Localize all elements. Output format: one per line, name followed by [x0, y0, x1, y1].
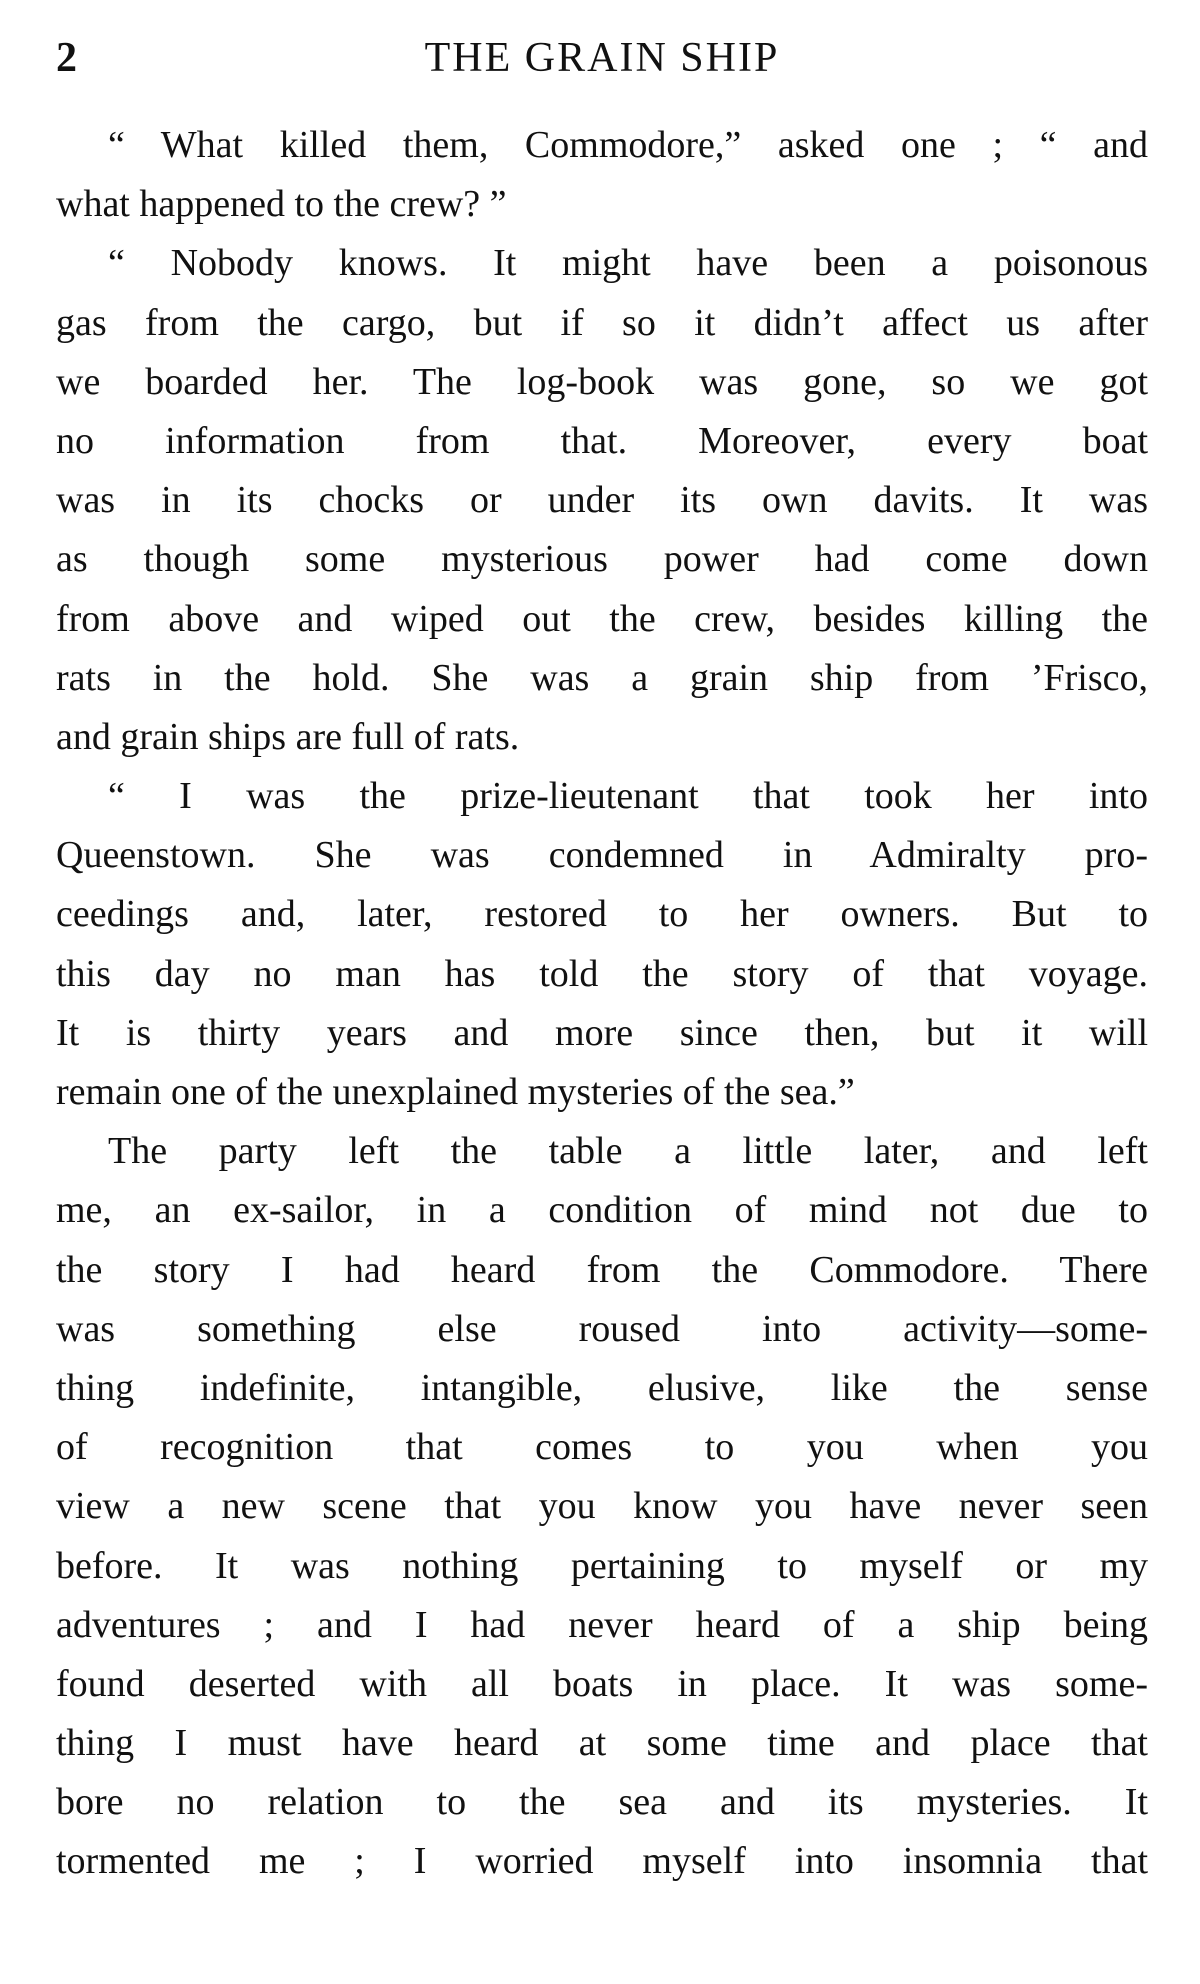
text-line: what happened to the crew? ” [56, 183, 507, 226]
text-line: the story I had heard from the Commodore. There [56, 1248, 1148, 1291]
text-line: was in its chocks or under its own davits. It was [56, 479, 1148, 522]
text-line: thing indefinite, intangible, elusive, like the sense [56, 1366, 1148, 1409]
page-number: 2 [56, 35, 77, 81]
text-line: “ Nobody knows. It might have been a poisonous [108, 242, 1148, 285]
text-line: “ I was the prize-lieutenant that took her into [108, 775, 1148, 818]
text-line: The party left the table a little later, and left [108, 1130, 1148, 1173]
text-line: before. It was nothing pertaining to myself or my [56, 1544, 1148, 1587]
text-line: was something else roused into activity—some- [56, 1307, 1148, 1350]
text-line: of recognition that comes to you when you [56, 1426, 1148, 1469]
text-line: tormented me ; I worried myself into insomnia that [56, 1840, 1148, 1883]
text-line: rats in the hold. She was a grain ship from ’Frisco, [56, 656, 1148, 699]
text-line: Queenstown. She was condemned in Admiralty pro- [56, 834, 1148, 877]
text-line: this day no man has told the story of that voyage. [56, 952, 1148, 995]
text-line: and grain ships are full of rats. [56, 715, 520, 758]
running-head [56, 30, 1148, 86]
text-line: “ What killed them, Commodore,” asked one ; “ and [108, 124, 1148, 166]
book-page [56, 0, 1148, 1984]
text-line: adventures ; and I had never heard of a ship being [56, 1603, 1148, 1646]
text-line: gas from the cargo, but if so it didn’t affect us after [56, 301, 1148, 344]
body-text [56, 116, 1148, 1892]
running-title: THE GRAIN SHIP [424, 35, 780, 81]
text-line: view a new scene that you know you have never seen [56, 1485, 1148, 1528]
text-line: It is thirty years and more since then, but it will [56, 1011, 1148, 1054]
text-line: as though some mysterious power had come down [56, 538, 1148, 581]
text-line: thing I must have heard at some time and place that [56, 1722, 1148, 1765]
text-line: bore no relation to the sea and its mysteries. It [56, 1781, 1148, 1824]
text-line: remain one of the unexplained mysteries of the sea.” [56, 1071, 855, 1113]
text-line: me, an ex-sailor, in a condition of mind not due to [56, 1189, 1148, 1232]
text-line: ceedings and, later, restored to her owners. But to [56, 893, 1148, 936]
text-line: from above and wiped out the crew, besides killing the [56, 597, 1148, 640]
text-line: we boarded her. The log-book was gone, so we got [56, 360, 1148, 403]
text-line: found deserted with all boats in place. It was some- [56, 1662, 1148, 1705]
text-line: no information from that. Moreover, every boat [56, 419, 1148, 462]
